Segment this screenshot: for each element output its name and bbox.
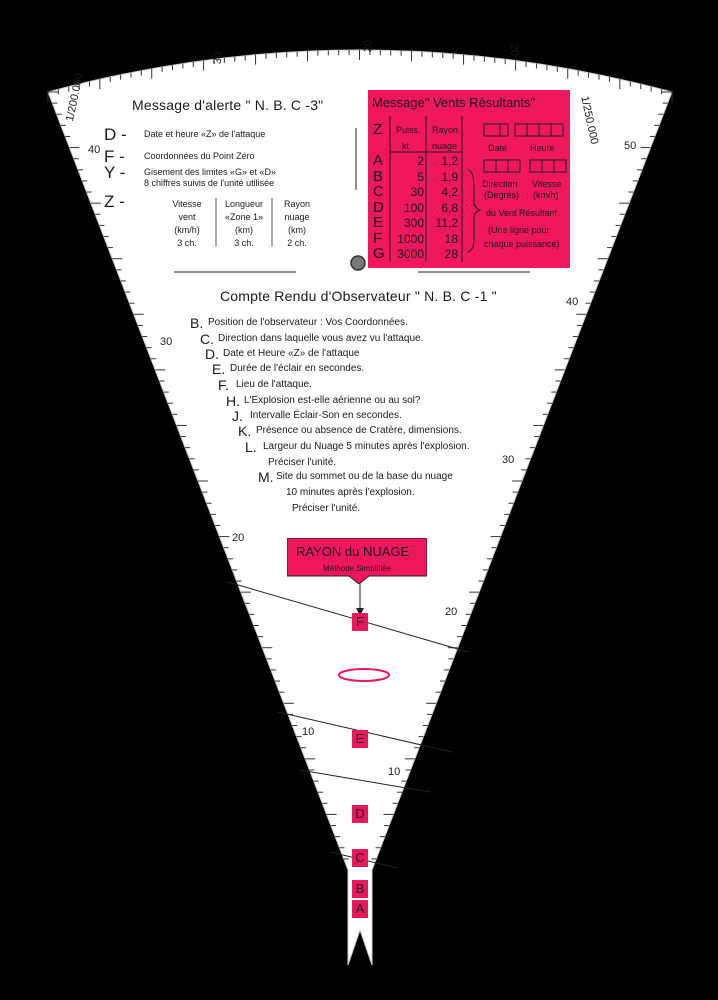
scale-top-20-right: 20 [507,43,521,57]
vents-row-puissance: 1000 [397,231,424,246]
vents-col-kt: kt [402,141,410,151]
alerte-letter-z: Z - [104,192,125,211]
marker-a: A [352,900,368,918]
alerte-letter-f: F - [104,147,125,166]
alerte-col-vitesse: Vitesse vent (km/h) 3 ch. [172,199,202,249]
compte-item-text: Présence ou absence de Cratère, dimensions. [256,425,462,436]
compte-item-key: M. [258,469,274,485]
compte-item-text: Position de l'observateur : Vos Coordonnées. [208,317,408,328]
vents-row-puissance: 5 [417,169,424,184]
vents-vitesse: Vitesse [532,179,562,189]
compte-item-text: 10 minutes après l'explosion. [286,487,415,498]
marker-c: C [352,849,368,867]
vents-note1: (Une ligne pour [488,225,550,235]
alerte-col-rayon: Rayon nuage (km) 2 ch. [283,199,310,249]
compte-item-text: Préciser l'unité. [268,457,337,468]
vents-row-letter: F [373,229,383,247]
compte-item-text: Durée de l'éclair en secondes. [230,363,365,374]
scale-right-30: 30 [502,454,515,466]
vents-row-puissance: 3000 [397,247,424,261]
compte-item-key: F. [218,377,229,393]
vents-col-nuage: nuage [432,141,458,151]
alerte-letter-y: Y - [104,163,126,182]
vents-du-vent: du Vent Résultant [486,208,558,218]
vents-col-rayon: Rayon [432,125,459,135]
vents-row-letter: E [373,214,384,231]
vents-direction: Direction [482,179,518,189]
vents-row-puissance: 2 [417,154,424,168]
compte-item-text: Lieu de l'attaque. [236,379,312,390]
scale-top-20: 20 [362,39,375,53]
vents-row-puissance: 300 [403,216,424,230]
compte-item-text: L'Explosion est-elle aérienne ou au sol? [244,395,421,406]
marker-b: B [352,880,368,898]
vents-row-letter: D [373,198,384,216]
compte-item-text: Largeur du Nuage 5 minutes après l'explosion. [263,441,470,452]
vents-row-rayon: 6,8 [441,200,458,215]
vents-date: Date [488,143,508,153]
compte-item-key: J. [232,408,243,424]
alerte-text-f: Coordonnées du Point Zéro [144,151,255,161]
vents-row-rayon: 4,2 [441,185,458,199]
compte-item-key: E. [212,361,226,377]
alerte-col-longueur: Longueur «Zone 1» (km) 3 ch. [224,199,264,249]
scale-label-right: 1/250.000 [578,95,601,146]
vents-row-letter: G [373,245,385,262]
vents-row-letter: B [373,167,384,185]
compte-item-text: Préciser l'unité. [292,503,361,514]
scale-label-left: 1/200.000 [64,72,86,123]
scale-left-20: 20 [232,532,245,544]
compte-item-key: L. [245,439,257,455]
vents-col-puiss: Puiss. [396,125,421,135]
compte-item-key: C. [200,331,214,347]
compte-item-key: K. [238,423,252,439]
alerte-text-y: Gisement des limites «G» et «D» [144,167,277,177]
vents-heure: Heure [530,143,555,153]
rayon-subtitle: Méthode Simplifiée [323,564,392,573]
compte-title: Compte Rendu d'Observateur " N. B. C -1 " [220,288,497,304]
vents-degres: (Degrés) [484,190,520,200]
vents-note2: chaque puissance) [484,239,560,249]
scale-right-50: 50 [624,140,637,152]
alerte-letter-d: D - [104,125,127,144]
scale-left-30: 30 [160,336,173,348]
compte-item-text: Date et Heure «Z» de l'attaque [223,348,360,359]
scale-top-30: 30 [211,51,225,65]
alerte-text-d: Date et heure «Z» de l'attaque [144,129,266,139]
vents-row-rayon: 18 [444,231,458,246]
compte-item-key: D. [205,346,219,362]
compte-item-key: H. [226,393,240,409]
vents-z: Z [373,121,383,138]
marker-d: D [352,805,368,823]
vents-kmh: (km/h) [533,190,559,200]
vents-row-letter: A [373,152,384,169]
vents-row-rayon: 1,9 [441,169,458,184]
rayon-title: RAYON du NUAGE [296,544,410,559]
vents-row-rayon: 1,2 [441,154,458,168]
vents-row-letter: C [373,183,384,200]
scale-right-10: 10 [388,766,401,778]
compte-item-key: B. [190,315,204,331]
compte-item-text: Intervalle Éclair-Son en secondes. [250,410,402,421]
scale-right-20: 20 [445,606,458,618]
scale-left-10: 10 [302,726,315,738]
alerte-text-y2: 8 chiffres suivis de l'unité utilisée [144,178,275,188]
scale-right-40: 40 [566,296,579,308]
marker-f: F [352,613,368,631]
compte-item-text: Direction dans laquelle vous avez vu l'attaque. [218,333,424,344]
scale-left-40: 40 [88,144,101,156]
vents-title: Message" Vents Résultants" [372,95,536,110]
vents-row-rayon: 28 [444,247,458,261]
compte-item-text: Site du sommet ou de la base du nuage [276,471,453,482]
marker-e: E [352,730,368,748]
alerte-title: Message d'alerte " N. B. C -3" [132,97,324,113]
vents-row-puissance: 30 [410,185,424,199]
vents-row-puissance: 100 [403,200,424,215]
vents-row-rayon: 11,2 [435,216,458,230]
